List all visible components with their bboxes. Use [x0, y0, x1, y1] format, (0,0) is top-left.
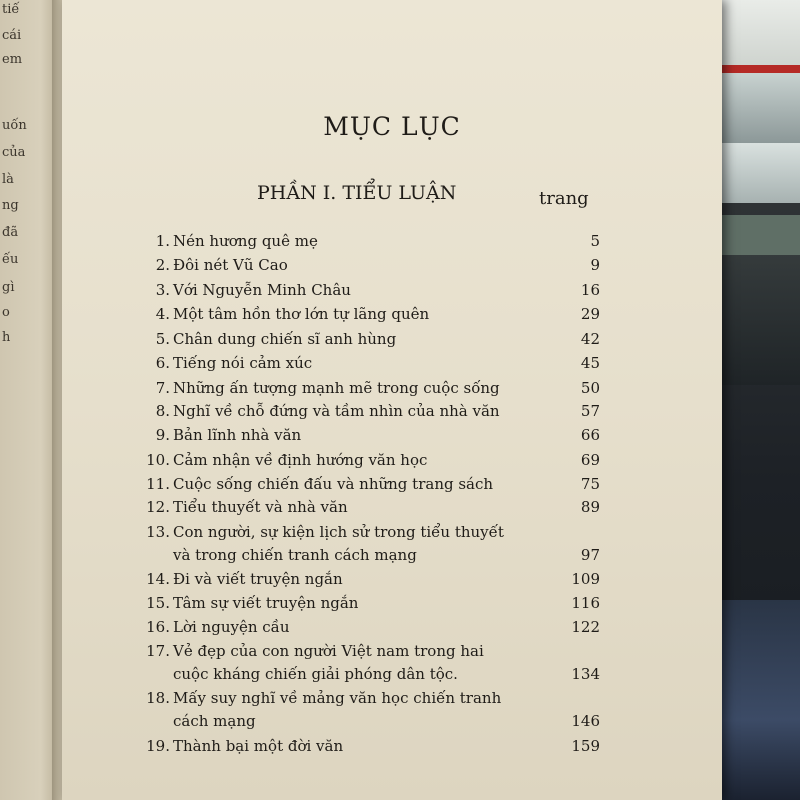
page-column-label: trang [539, 188, 589, 209]
toc-entry [140, 496, 600, 519]
toc-entry [140, 521, 600, 567]
left-page-text-fragment: h [2, 330, 11, 345]
entry-number: 15. [146, 594, 170, 612]
entry-page-number: 75 [580, 475, 600, 493]
entry-title: Đi và viết truyện ngắn [173, 570, 343, 588]
toc-entry [140, 616, 600, 639]
entry-title: Tâm sự viết truyện ngắn [173, 594, 359, 612]
entry-page-number: 109 [571, 570, 600, 588]
toc-entry [140, 687, 600, 733]
entry-number: 6. [155, 354, 170, 372]
toc-entry [140, 568, 600, 591]
entry-page-number: 97 [580, 546, 600, 564]
entry-title-continued: cuộc kháng chiến giải phóng dân tộc. [173, 665, 458, 683]
toc-entry [140, 279, 600, 302]
entry-number: 16. [146, 618, 170, 636]
entry-page-number: 146 [571, 712, 600, 730]
left-page-text-fragment: em [2, 52, 23, 67]
entry-page-number: 9 [590, 256, 600, 274]
toc-entry [140, 352, 600, 375]
entry-page-number: 116 [571, 594, 600, 612]
entry-number: 5. [155, 330, 170, 348]
toc-entry [140, 400, 600, 423]
entry-number: 4. [155, 305, 170, 323]
entry-title-continued: và trong chiến tranh cách mạng [173, 546, 417, 564]
entry-number: 8. [155, 402, 170, 420]
left-page [0, 0, 58, 800]
entry-page-number: 45 [580, 354, 600, 372]
entry-page-number: 89 [580, 498, 600, 516]
toc-page [62, 0, 722, 800]
entry-title: Nén hương quê mẹ [173, 232, 318, 250]
entry-title: Một tâm hồn thơ lớn tự lãng quên [173, 305, 430, 323]
left-page-text-fragment: là [2, 172, 14, 187]
entry-title: Cảm nhận về định hướng văn học [173, 451, 428, 469]
toc-entry [140, 640, 600, 686]
entry-title: Con người, sự kiện lịch sử trong tiểu thuyết [173, 523, 504, 541]
entry-title: Cuộc sống chiến đấu và những trang sách [173, 475, 494, 493]
entry-title: Chân dung chiến sĩ anh hùng [173, 330, 397, 348]
entry-number: 18. [146, 689, 170, 707]
entry-title: Thành bại một đời văn [173, 737, 344, 755]
entry-page-number: 122 [571, 618, 600, 636]
entry-title: Đôi nét Vũ Cao [173, 256, 288, 274]
entry-page-number: 42 [580, 330, 600, 348]
entry-title: Tiểu thuyết và nhà văn [173, 498, 348, 516]
entry-number: 13. [146, 523, 170, 541]
entry-number: 1. [155, 232, 170, 250]
left-page-text-fragment: o [2, 305, 10, 320]
left-page-text-fragment: của [2, 145, 26, 160]
toc-entry [140, 592, 600, 615]
entry-title: Với Nguyễn Minh Châu [173, 281, 351, 299]
toc-entry [140, 449, 600, 472]
entry-number: 2. [155, 256, 170, 274]
entry-number: 10. [146, 451, 170, 469]
toc-entry [140, 424, 600, 447]
entry-title: Nghĩ về chỗ đứng và tầm nhìn của nhà văn [173, 402, 500, 420]
entry-number: 3. [155, 281, 170, 299]
left-page-text-fragment: uốn [2, 118, 27, 133]
toc-entry [140, 230, 600, 253]
entry-title: Lời nguyện cầu [173, 618, 290, 636]
left-page-text-fragment: gì [2, 280, 15, 295]
toc-entry [140, 377, 600, 400]
entry-page-number: 5 [590, 232, 600, 250]
toc-entry [140, 254, 600, 277]
entry-title: Bản lĩnh nhà văn [173, 426, 302, 444]
entry-page-number: 50 [580, 379, 600, 397]
table-of-contents [62, 0, 722, 800]
entry-page-number: 159 [571, 737, 600, 755]
entry-page-number: 69 [580, 451, 600, 469]
toc-entry [140, 303, 600, 326]
entry-page-number: 134 [571, 665, 600, 683]
toc-entry [140, 328, 600, 351]
entry-page-number: 66 [580, 426, 600, 444]
entry-number: 14. [146, 570, 170, 588]
left-page-text-fragment: tiế [2, 2, 20, 17]
left-page-text-fragment: ng [2, 198, 19, 213]
entry-page-number: 29 [580, 305, 600, 323]
toc-entry [140, 735, 600, 758]
entry-page-number: 57 [580, 402, 600, 420]
left-page-text-fragment: ếu [2, 252, 19, 267]
entry-number: 19. [146, 737, 170, 755]
entry-page-number: 16 [580, 281, 600, 299]
entry-number: 7. [155, 379, 170, 397]
entry-title: Những ấn tượng mạnh mẽ trong cuộc sống [173, 379, 500, 397]
entry-title-continued: cách mạng [173, 712, 256, 730]
entry-title: Vẻ đẹp của con người Việt nam trong hai [173, 642, 484, 660]
entry-title: Tiếng nói cảm xúc [173, 354, 313, 372]
part-title: PHẦN I. TIỂU LUẬN [257, 182, 457, 204]
entry-number: 17. [146, 642, 170, 660]
left-page-text-fragment: cái [2, 28, 22, 43]
entry-number: 11. [146, 475, 170, 493]
entry-title: Mấy suy nghĩ về mảng văn học chiến tranh [173, 689, 502, 707]
toc-title: MỤC LỤC [323, 112, 461, 141]
entry-number: 12. [146, 498, 170, 516]
entry-number: 9. [155, 426, 170, 444]
toc-entry [140, 473, 600, 496]
left-page-text-fragment: đã [2, 225, 19, 240]
